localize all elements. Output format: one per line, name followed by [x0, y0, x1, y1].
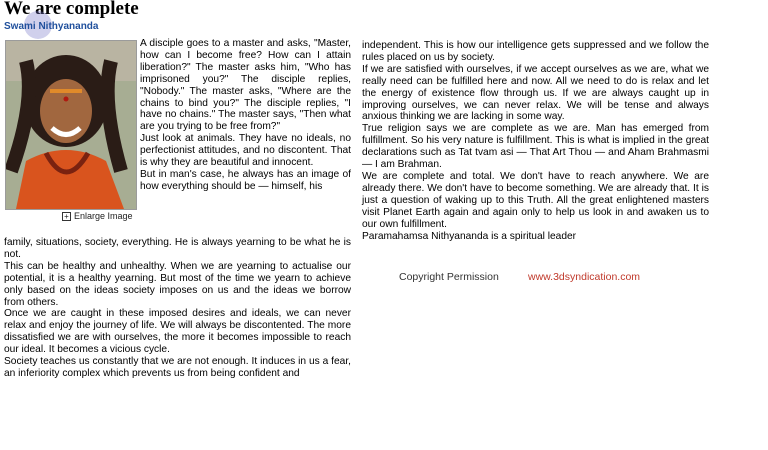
copyright-label: Copyright Permission	[399, 271, 499, 283]
paragraph: True religion says we are complete as we are. Man has emerged from fulfillment. So his very nature is fulfillment. This is what is implied in the great declarations such as Tat tvam asi — That Art Thou — and Aham Brahmasmi — I am Brahman.	[362, 123, 709, 171]
paragraph: Just look at animals. They have no ideals, no perfectionist attitudes, and no discontent. That is why they are beautiful and innocent.	[140, 133, 351, 169]
enlarge-image-link[interactable]	[62, 211, 133, 221]
paragraph: Society teaches us constantly that we are not enough. It induces in us a fear, an inferiority complex which prevents us from being confident and	[4, 356, 351, 379]
paragraph: A disciple goes to a master and asks, "Master, how can I become free? How can I attain liberation?" The master asks him, "Who has imprisoned you?" The disciple replies, "Nobody." The master asks, "Where are the chains to bind you?" The disciple replies, "I have no chains." The master says, "Then what are you trying to be free from?"	[140, 38, 351, 133]
author-byline[interactable]: Swami Nithyananda	[4, 21, 99, 32]
portrait-image	[6, 41, 136, 209]
article-column-2	[362, 40, 709, 242]
author-bio: Paramahamsa Nithyananda is a spiritual leader	[362, 230, 577, 242]
paragraph: But in man's case, he always has an image of how everything should be — himself, his	[140, 168, 351, 192]
article-title: We are complete	[4, 0, 139, 19]
paragraph: We are complete and total. We don't have to reach anywhere. We are already there. We don't have to become something. We are already that. It is just a question of waking up to this Truth. All the great enlightened masters visit Planet Earth again and again only to help us look in and awaken us to our own fulfillment.	[362, 170, 709, 230]
paragraph: family, situations, society, everything. He is always yearning to be what he is not.	[4, 237, 351, 260]
paragraph: If we are satisfied with ourselves, if we accept ourselves as we are, what we really need can be fulfilled here and now. All we need to do is relax and let the energy of existence flow through us. If we are always caught up in improving ourselves, we can never relax. We will be tense and always anxious thinking we are lacking in some way.	[362, 63, 709, 123]
syndication-link[interactable]: www.3dsyndication.com	[528, 271, 641, 283]
paragraph: Once we are caught in these imposed desires and ideals, we can never relax and enjoy the journey of life. We will always be discontented. The more dissatisfied we are with ourselves, the more it becomes impossible to reach our ideal. It becomes a vicious cycle.	[4, 308, 351, 356]
plus-icon: +	[62, 212, 71, 221]
enlarge-label: Enlarge Image	[74, 211, 133, 221]
article-column-1-bottom	[4, 237, 351, 380]
paragraph: independent. This is how our intelligence gets suppressed and we follow the rules placed on us by society.	[362, 40, 709, 63]
author-photo[interactable]	[5, 40, 137, 210]
paragraph: This can be healthy and unhealthy. When we are yearning to actualise our potential, it is a healthy yearning. But most of the time we yearn to achieve only based on the ideas society imposes on us and the ideas we borrow from others.	[4, 260, 351, 308]
article-column-1-top	[140, 38, 351, 193]
